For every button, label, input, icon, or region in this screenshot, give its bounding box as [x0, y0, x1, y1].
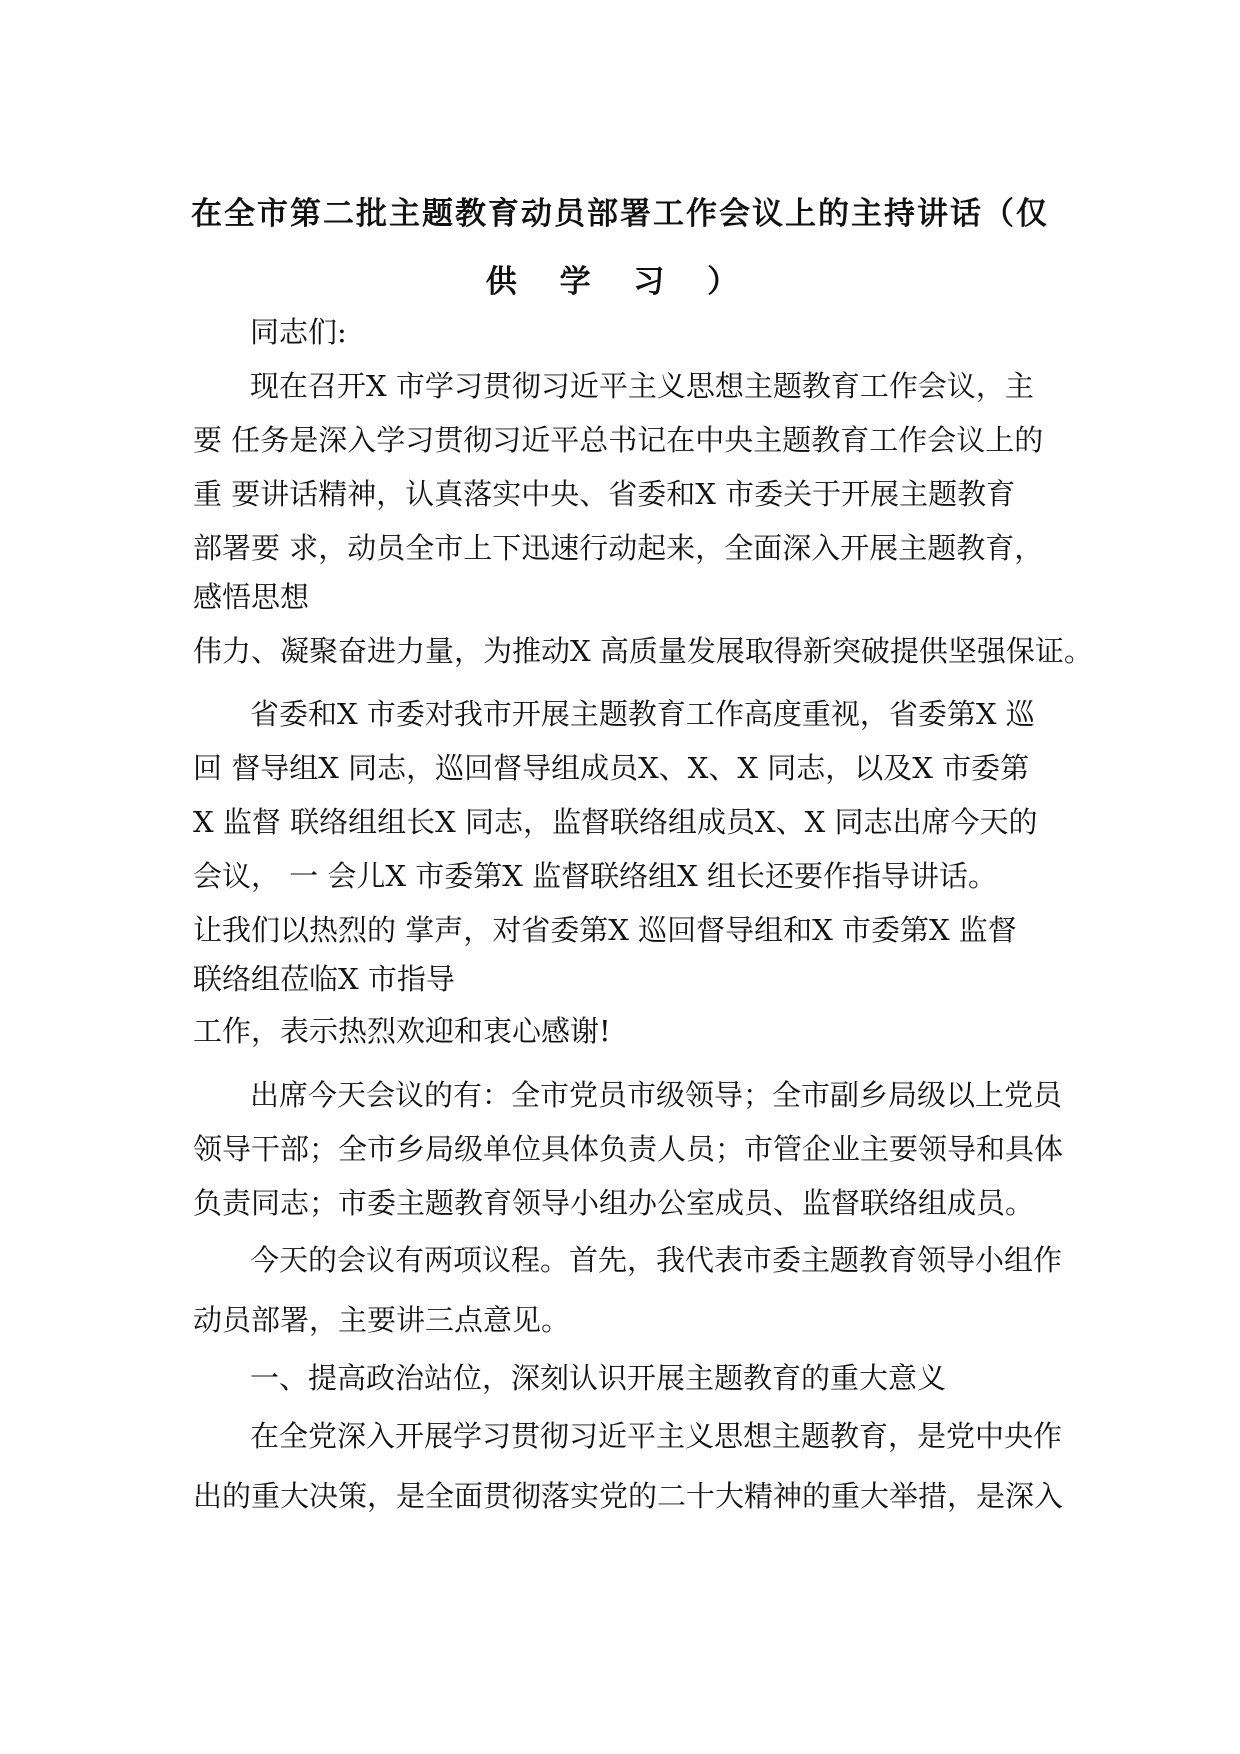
body-line: 部署要 求，动员全市上下迅速行动起来，全面深入开展主题教育，	[193, 531, 1044, 565]
body-line: 会议， 一 会儿X 市委第X 监督联络组X 组长还要作指导讲话。	[193, 859, 998, 893]
body-line: 动员部署，主要讲三点意见。	[193, 1303, 571, 1337]
body-line: 省委和X 市委对我市开展主题教育工作高度重视，省委第X 巡	[250, 697, 1035, 731]
body-line: 联络组莅临X 市指导	[193, 962, 455, 996]
body-line: 现在召开X 市学习贯彻习近平主义思想主题教育工作会议，主	[250, 369, 1034, 403]
body-line: 工作，表示热烈欢迎和衷心感谢!	[193, 1014, 611, 1048]
body-line: 出席今天会议的有：全市党员市级领导；全市副乡局级以上党员	[250, 1078, 1063, 1112]
body-line: 让我们以热烈的 掌声，对省委第X 巡回督导组和X 市委第X 监督	[193, 913, 1017, 947]
document-title-line-2: 供 学 习 ）	[485, 264, 755, 300]
salutation: 同志们:	[250, 315, 347, 349]
document-title-line-1: 在全市第二批主题教育动员部署工作会议上的主持讲话（仅	[191, 196, 1049, 232]
body-line: 出的重大决策，是全面贯彻落实党的二十大精神的重大举措，是深入	[193, 1479, 1064, 1513]
body-line: 要 任务是深入学习贯彻习近平总书记在中央主题教育工作会议上的	[193, 423, 1044, 457]
body-line: 领导干部；全市乡局级单位具体负责人员；市管企业主要领导和具体	[193, 1132, 1064, 1166]
section-heading: 一、提高政治站位，深刻认识开展主题教育的重大意义	[250, 1361, 947, 1395]
body-line: 今天的会议有两项议程。首先，我代表市委主题教育领导小组作	[250, 1243, 1063, 1277]
body-line: X 监督 联络组组长X 同志，监督联络组成员X、X 同志出席今天的	[193, 805, 1038, 839]
body-line: 回 督导组X 同志，巡回督导组成员X、X、X 同志，以及X 市委第	[193, 751, 1030, 785]
body-line: 在全党深入开展学习贯彻习近平主义思想主题教育，是党中央作	[250, 1419, 1063, 1453]
body-line: 感悟思想	[193, 580, 310, 614]
body-line: 重 要讲话精神，认真落实中央、省委和X 市委关于开展主题教育	[193, 477, 1016, 511]
body-line: 伟力、凝聚奋进力量，为推动X 高质量发展取得新突破提供坚强保证。	[193, 634, 1093, 668]
body-line: 负责同志；市委主题教育领导小组办公室成员、监督联络组成员。	[193, 1186, 1035, 1220]
